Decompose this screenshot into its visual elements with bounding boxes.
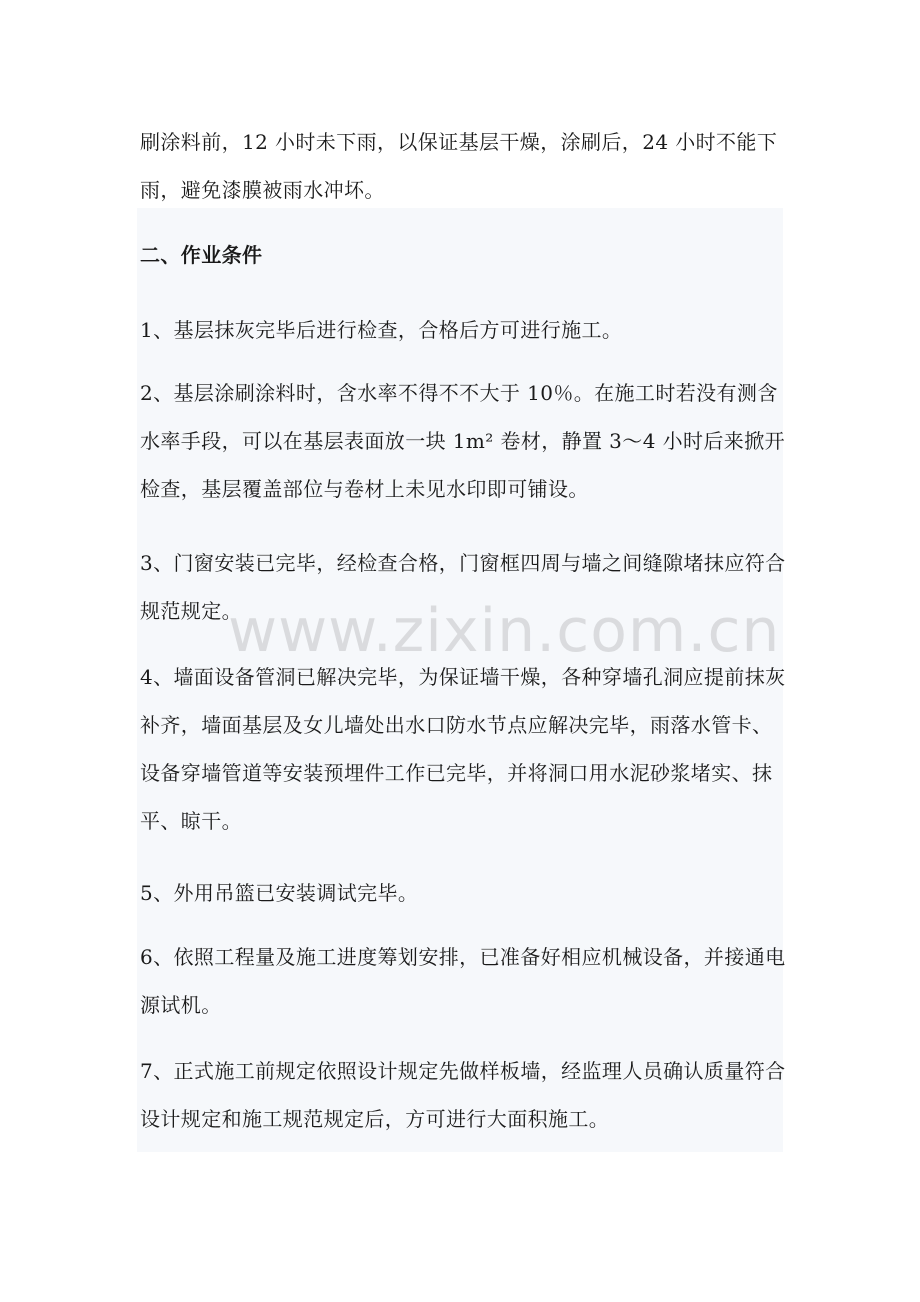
item-5: 5、外用吊篮已安装调试完毕。 xyxy=(140,881,419,905)
item-7: 7、正式施工前规定依照设计规定先做样板墙，经监理人员确认质量符合设计规定和施工规范规定后，方可进行大面积施工。 xyxy=(140,1059,786,1131)
item-4: 4、墙面设备管洞已解决完毕，为保证墙干燥，各种穿墙孔洞应提前抹灰补齐，墙面基层及女儿墙处出水口防水节点应解决完毕，雨落水管卡、设备穿墙管道等安装预埋件工作已完毕，并将洞口用水泥砂浆堵实、抹平、晾干。 xyxy=(140,665,786,833)
intro-paragraph: 刷涂料前，12 小时未下雨，以保证基层干燥，涂刷后，24 小时不能下雨，避免漆膜被雨水冲坏。 xyxy=(140,130,778,202)
watermark: www.zixin.com.cn xyxy=(228,596,781,666)
section-heading: 二、作业条件 xyxy=(140,243,263,267)
item-2: 2、基层涂刷涂料时，含水率不得不不大于 10％。在施工时若没有测含水率手段，可以在基层表面放一块 1m² 卷材，静置 3～4 小时后来掀开检查，基层覆盖部位与卷材上未见水印即可铺设。 xyxy=(140,381,785,501)
item-1: 1、基层抹灰完毕后进行检查，合格后方可进行施工。 xyxy=(140,318,623,342)
item-6: 6、依照工程量及施工进度筹划安排，已准备好相应机械设备，并接通电源试机。 xyxy=(140,945,786,1017)
item-3: 3、门窗安装已完毕，经检查合格，门窗框四周与墙之间缝隙堵抹应符合规范规定。 xyxy=(140,551,786,623)
